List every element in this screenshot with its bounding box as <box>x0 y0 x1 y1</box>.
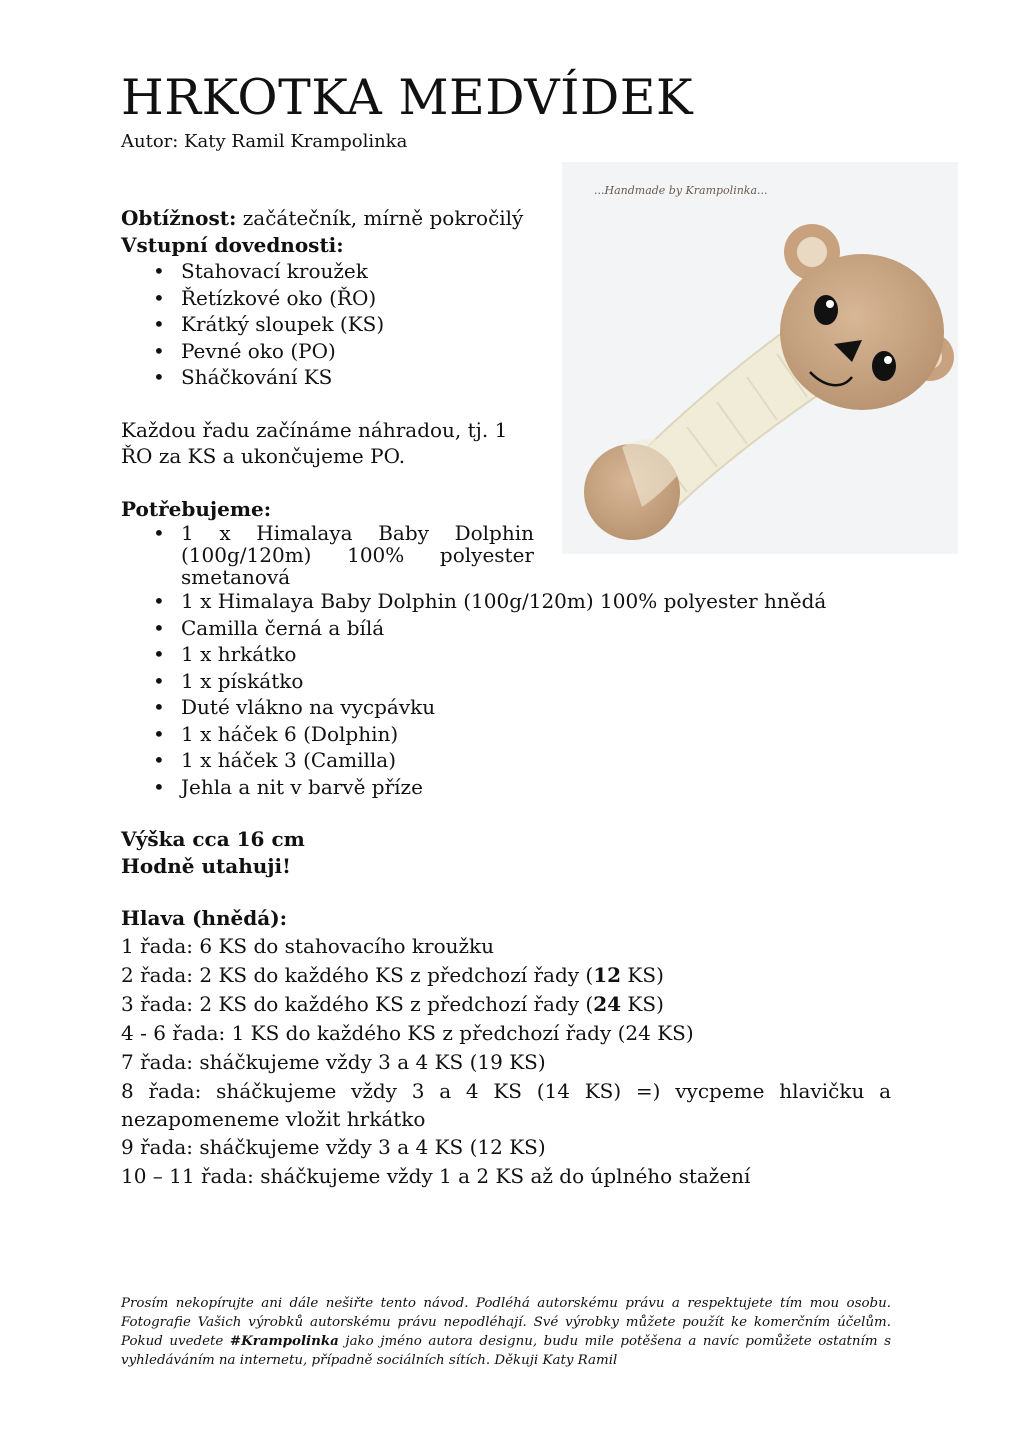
list-item: • 1 x Himalaya Baby Dolphin (100g/120m) 100% polyester smetanová <box>181 522 534 588</box>
difficulty-value: začátečník, mírně pokročilý <box>236 206 524 230</box>
difficulty-line <box>121 205 534 232</box>
pattern-row: 10 – 11 řada: sháčkujeme vždy 1 a 2 KS až do úplného stažení <box>121 1163 751 1188</box>
difficulty-label: Obtížnost: <box>121 206 237 230</box>
skills-heading: Vstupní dovednosti: <box>121 232 344 257</box>
intro-paragraph: Každou řadu začínáme náhradou, tj. 1 ŘO za KS a ukončujeme PO. <box>121 417 508 468</box>
tighten-line: Hodně utahuji! <box>121 853 291 878</box>
author-line: Autor: Katy Ramil Krampolinka <box>121 131 408 152</box>
materials-list <box>121 588 891 800</box>
list-item: • 1 x hrkátko <box>181 641 891 668</box>
head-heading: Hlava (hnědá): <box>121 906 288 930</box>
pattern-row: 3 řada: 2 KS do každého KS z předchozí řady (24 KS) <box>121 991 664 1016</box>
pattern-row: 9 řada: sháčkujeme vždy 3 a 4 KS (12 KS) <box>121 1134 546 1159</box>
list-item: • 1 x pískátko <box>181 668 891 695</box>
pattern-row: 1 řada: 6 KS do stahovacího kroužku <box>121 933 495 958</box>
skills-list <box>121 258 534 391</box>
height-line: Výška cca 16 cm <box>121 827 305 851</box>
list-item: • Jehla a nit v barvě příze <box>181 774 891 801</box>
list-item: • Řetízkové oko (ŘO) <box>181 285 534 312</box>
copyright-footer: Prosím nekopírujte ani dále nešiřte tento návod. Podléhá autorskému právu a respektujete tím mou osobu. Fotografie Vašich výrobků autorskému právu nepodléhají. Své výrobky můžete použít ke komerčním účelům. Pokud uvedete #Krampolinka jako jméno autora designu, budu mile potěšena a navíc pomůžete ostatním s vyhledáváním na internetu, případně sociálních sítích. Děkuji Katy Ramil <box>121 1296 891 1368</box>
materials-heading: Potřebujeme: <box>121 496 272 521</box>
materials-list-first <box>121 522 534 588</box>
list-item: • 1 x háček 6 (Dolphin) <box>181 721 891 748</box>
list-item: • 1 x Himalaya Baby Dolphin (100g/120m) 100% polyester hnědá <box>181 588 891 615</box>
pattern-row: 2 řada: 2 KS do každého KS z předchozí řady (12 KS) <box>121 962 664 987</box>
list-item: • Sháčkování KS <box>181 364 534 391</box>
page-title: HRKOTKA MEDVÍDEK <box>121 69 694 126</box>
list-item: • Krátký sloupek (KS) <box>181 311 534 338</box>
list-item: • Stahovací kroužek <box>181 258 534 285</box>
pattern-row: 8 řada: sháčkujeme vždy 3 a 4 KS (14 KS) =) vycpeme hlavičku a nezapomeneme vložit hrkátko <box>121 1078 891 1131</box>
pattern-row: 4 - 6 řada: 1 KS do každého KS z předchozí řady (24 KS) <box>121 1020 694 1045</box>
main-content <box>121 205 891 1191</box>
list-item: • 1 x háček 3 (Camilla) <box>181 747 891 774</box>
list-item: • Pevné oko (PO) <box>181 338 534 365</box>
pattern-row: 7 řada: sháčkujeme vždy 3 a 4 KS (19 KS) <box>121 1049 546 1074</box>
head-rows <box>121 932 891 1191</box>
list-item: • Duté vlákno na vycpávku <box>181 694 891 721</box>
list-item: • Camilla černá a bílá <box>181 615 891 642</box>
photo-watermark: ...Handmade by Krampolinka... <box>594 184 768 197</box>
